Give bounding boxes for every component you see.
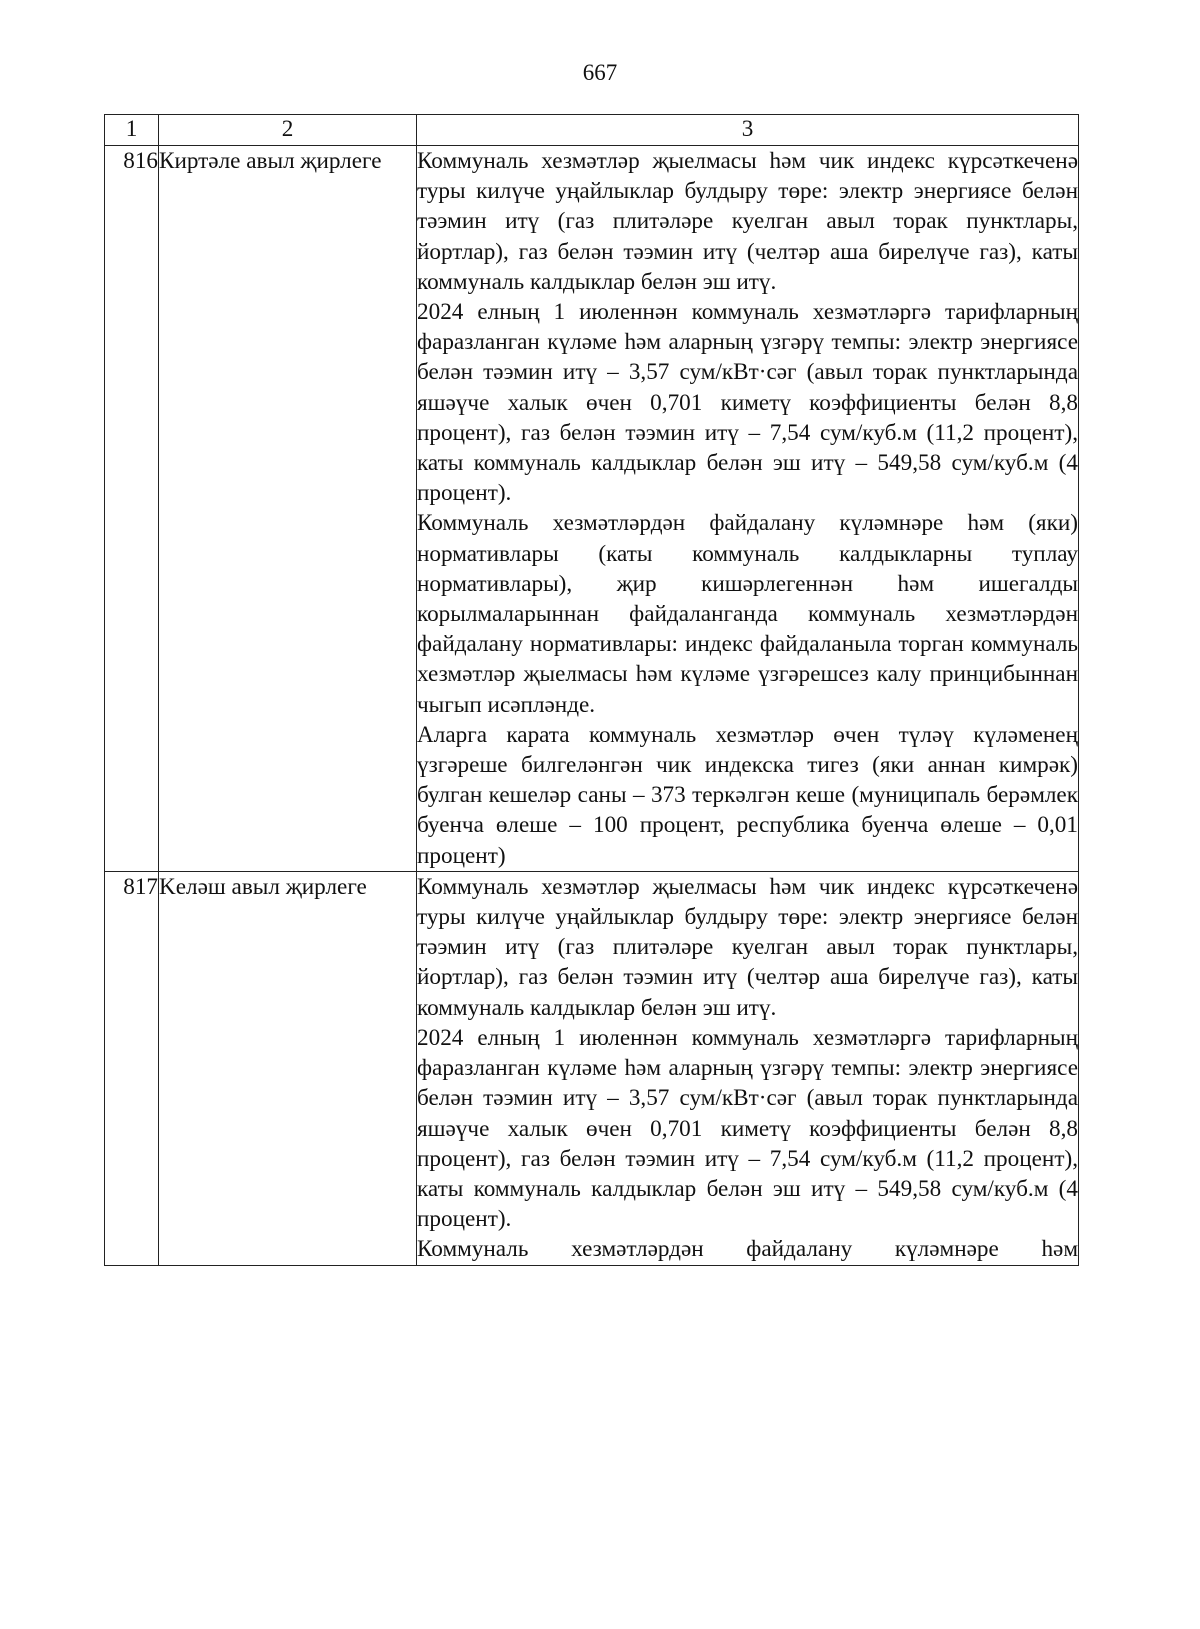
row-number: 817 <box>105 871 159 1265</box>
settlement-name: Keләш авыл җирлеге <box>159 871 417 1265</box>
row-description <box>417 146 1079 872</box>
column-header-3: 3 <box>417 115 1079 146</box>
description-paragraph: 2024 елның 1 июленнән коммуналь хезмәтләргә тарифларның фаразланган күләме һәм аларның үзгәрү темпы: электр энергиясе белән тәэмин итү – 3,57 сум/кВт·сәг (авыл торак пунктларында яшәүче халык өчен 0,701 киметү коэффициенты белән 8,8 процент), газ белән тәэмин итү – 7,54 сум/куб.м (11,2 процент), каты коммуналь калдыклар белән эш итү – 549,58 сум/куб.м (4 процент). <box>417 1024 1078 1233</box>
column-header-1: 1 <box>105 115 159 146</box>
description-paragraph: Коммуналь хезмәтләр җыелмасы һәм чик индекс күрсәткеченә туры килүче уңайлыклар булдыру төре: электр энергиясе белән тәэмин итү (газ плитәләре куелган авыл торак пунктлары, йортлар), газ белән тәэмин итү (челтәр аша бирелүче газ), каты коммуналь калдыклар белән эш итү. <box>417 873 1078 1021</box>
table-header <box>105 115 1079 146</box>
table-row <box>105 871 1079 1265</box>
description-paragraph: Аларга карата коммуналь хезмәтләр өчен түләү күләменең үзгәреше билгеләнгән чик индекска тигез (яки аннан кимрәк) булган кешеләр саны – 373 теркәлгән кеше (муниципаль берәмлек буенча өлеше – 100 процент, республика буенча өлеше – 0,01 процент) <box>417 721 1078 869</box>
description-paragraph: Коммуналь хезмәтләрдән файдалану күләмнәре һәм (яки) нормативлары (каты коммуналь калдыкларны туплау нормативлары), җир кишәрлегеннән һәм ишегалды корылмаларыннан файдаланганда коммуналь хезмәтләрдән файдалану нормативлары: индекс файдаланыла торган коммуналь хезмәтләр җыелмасы һәм күләме үзгәрешсез калу принцибыннан чыгып исәпләнде. <box>417 510 1078 718</box>
settlement-name: Киртәле авыл җирлеге <box>159 146 417 872</box>
description-paragraph: Коммуналь хезмәтләрдән файдалану күләмнәре һәм <box>417 1236 1078 1263</box>
document-table <box>104 114 1079 1266</box>
description-paragraph: 2024 елның 1 июленнән коммуналь хезмәтләргә тарифларның фаразланган күләме һәм аларның үзгәрү темпы: электр энергиясе белән тәэмин итү – 3,57 сум/кВт·сәг (авыл торак пунктларында яшәүче халык өчен 0,701 киметү коэффициенты белән 8,8 процент), газ белән тәэмин итү – 7,54 сум/куб.м (11,2 процент), каты коммуналь калдыклар белән эш итү – 549,58 сум/куб.м (4 процент). <box>417 299 1078 507</box>
description-paragraph: Коммуналь хезмәтләр җыелмасы һәм чик индекс күрсәткеченә туры килүче уңайлыклар булдыру төре: электр энергиясе белән тәэмин итү (газ плитәләре куелган авыл торак пунктлары, йортлар), газ белән тәэмин итү (челтәр аша бирелүче газ), каты коммуналь калдыклар белән эш итү. <box>417 148 1078 295</box>
table-header-row <box>105 115 1079 146</box>
row-description <box>417 871 1079 1265</box>
page-number: 667 <box>582 60 618 85</box>
table-row <box>105 146 1079 872</box>
row-number: 816 <box>105 146 159 872</box>
column-header-2: 2 <box>159 115 417 146</box>
